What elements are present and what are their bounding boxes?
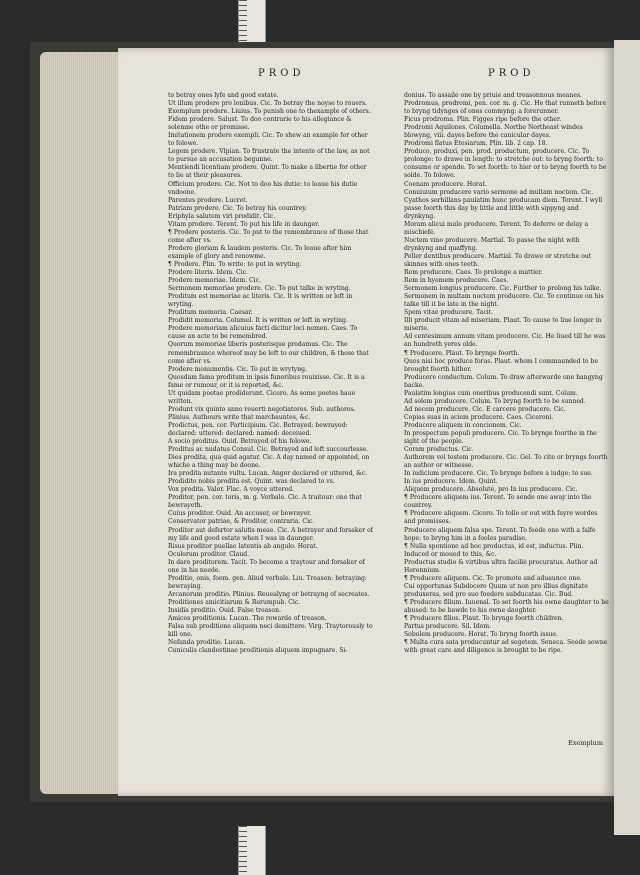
text-line: Proditiones amicitiarum & Rerumpub. Cic. [168,598,301,606]
text-line: Insidia proditio. Ouid. False treason. [168,607,281,614]
text-line: Quorum memoriae liberis posterisque prodamus. Cic. The remembraunce whereof may be left to our children, & those that come after vs. [168,341,369,365]
text-line: Authorem vel testem producere. Cic. Gel. To cite or bryngs foorth an author or witnesse. [404,454,608,470]
text-line: Prodere literis. Idem. Cic. [168,269,248,277]
text-line: Prodidit memoria. Columel. It is written or left in wryting. [168,317,348,325]
running-head-right: PROD [488,68,535,79]
text-line: Parentes prodere. Lucret. [168,196,248,204]
text-line: Amicos proditionis. Lucan. The rewarde of treason. [168,615,327,623]
text-line: Cui opportunas Subdocere Quum ut non pro illius dignitate produxeras, sed pro suo foedere subducatas. Cic. Bud. [404,582,588,598]
text-line: Nefanda proditio. Lucan. [168,639,246,647]
text-line: Officium prodere. Cic. Not to doo his dutie: to leaue his dutie vndoone. [168,180,358,196]
text-line: ¶ Producere aliquem ius. Terent. To sende one away into the countrey. [404,494,592,510]
text-line: Spem vitae producere. Tacit. [404,309,494,317]
text-line: Proditor aut defertor salutis meae. Cic. A betrayer and forsaker of my life and good estate when I was in daunger. [168,526,373,542]
text-line: ¶ Prodere. Plin. To write: to put in wryting. [168,260,302,268]
text-line: Cyathos sorbillans paulatim hunc producam diem. Terent. I wyll passe foorth this day by little and little with sippyng and drynkyng. [404,196,603,220]
text-line: Prodere memoriam alicuius facti dicitur loci nomen. Caes. To cause an acte to be remembred. [168,325,358,341]
text-line: ¶ Multa cura sata producuntur ad segetem. Seneca. Seede sowne with great care and diligence is brought to be ripe. [404,639,608,655]
text-line: Proditio, onis, foem. gen. Aliud verbale. Liu. Treason: betraying: bewraying. [168,574,367,590]
text-line: Prodere monumentis. Cic. To put in wrytyng. [168,365,307,373]
text-line: Eriphyla salutem viri prodidit. Cic. [168,212,276,220]
right-text-column [404,92,609,655]
text-line: Sermonem memoriae prodere. Cic. To put talke in wryting. [168,285,351,293]
text-line: Sobolem producere. Horat. To bryng foorth issue. [404,631,558,639]
text-line: In dare proditorem. Tacit. To become a traytour and forsaker of one in his neede. [168,558,365,574]
text-line: Proditus ac nudatus Consul. Cic. Betrayed and left succourlesse. [168,446,369,454]
text-line: Copias suas in aciem producere. Caes. Ciceroni. [404,413,554,421]
text-line: Legem prodere. Vlpian. To frustrate the intente of the law, as not to pursue an accusation begunne. [168,148,370,164]
text-line: Ad centesimum annum vitam producere. Cic. He liued till he was an hundreth yeres olde. [404,333,606,349]
text-line: ¶ Nulla spontione ad hoc productus, id est, inductus. Plin. Induced or moued to this, &c. [404,542,584,558]
text-line: Exemplum prodere. Liuius. To punish one to thexample of others. [168,108,371,116]
text-line: In prospectum populi producere. Cic. To brynge foorthe in the sight of the people. [404,429,597,446]
text-line: Sermonem longius producere. Cic. Further to prolong his talke. [404,285,602,293]
text-line: Sermonem in multam noctem producere. Cic. To continue on his talke till it be late in the night. [404,293,604,309]
text-line: Imitationem prodere exempli. Cic. To shew an example for other to folowe. [168,132,368,148]
text-line: Ut illum prodere pro lonibus. Cic. To betray the noyse to rouers. [168,100,367,108]
text-line: Coenam producere. Horat. [404,180,487,188]
text-line: Ad solem producere. Colum. To bryng foorth to be sunned. [404,397,586,405]
text-line: Producere conductum. Colum. To draw afterwarde one hangyng backe. [404,373,603,389]
text-line: Falsa sub proditione aliquem neci demittere. Virg. Traytorously to kill one. [168,623,373,639]
text-line: Prodromus, prodromi, pen. cor. m. g. Cic. He that runneth before to bryng tidynges of ones commyng: a forerunner. [404,100,607,116]
text-line: Quosdam fama proditum in ipsis funeribus reuixisse. Cic. It is a fame or rumour, or it is reported, &c. [168,373,365,389]
text-line: Fidem prodere. Salust. To doo contrarie to his allegiance & solemne othe or promisse. [168,116,352,132]
text-line: Partus producere. Sil. Idem. [404,623,492,631]
text-line: Conservator patriae, & Proditor, contraria. Cic. [168,518,315,526]
text-line: Prodromi Aquilones. Columella. Northe Northeast windes blowyng, viii. dayes before the canicular dayes. [404,124,583,140]
text-line: Illi producit vitam ad miseriam. Plaut. To cause to liue longer in miserie. [404,317,602,333]
text-line: Mentiendi licentiam prodere. Quint. To make a libertie for other to lie at their pleasures. [168,164,367,180]
running-head-left: PROD [258,68,305,79]
catchword: Exemplum [568,739,604,747]
text-line: ¶ Producere aliquem. Cicero. To tolle or out with fayre wordes and promisses. [404,510,598,526]
text-line: Proditor, pen. cor. toris, m. g. Verbale. Cic. A traitour: one that bewrayeth. [168,494,362,510]
text-line: ¶ Producere filium. Iuuenal. To set foorth his owne daughter to be abused: to be bawde to his owne daughter. [404,598,609,614]
text-line: Aliquem producere. Absolutè, pro In ius producere. Cic. [404,486,578,494]
text-line: Rem in hyemem producere. Caes. [404,277,509,285]
text-line: Ficus prodroma. Plin. Figges ripe before the other. [404,116,562,124]
text-line: ¶ Producere aliquem. Cic. To promote and aduaunce one. [404,574,582,582]
text-line: Cuius proditor. Ouid. An accuser, or bewrayer. [168,510,312,518]
text-line: Prodere gloriam & laudem posteris. Cic. To leaue after him example of glory and renowme. [168,244,352,260]
text-line: Proditum est memoriae ac literis. Cic. It is written or left in wryting. [168,293,353,309]
text-line: to betray ones lyfe and good estate. [168,92,279,99]
text-line: Arcanorum proditio. Plinius. Reuealyng or betrayng of secreates. [168,590,370,598]
text-line: Prodidito nobis prodita est. Quint. was declared to vs. [168,478,335,486]
ruler-top [238,0,266,46]
text-line: In ius producere. Idem. Quint. [404,478,498,486]
text-line: Ut quidam poetae prodiderunt. Cicero. As some poetes haue written. [168,389,356,405]
text-line: Coram productus. Cic. [404,446,474,454]
facing-page-strip [614,40,640,835]
ruler-ticks [239,0,247,46]
text-line: Noctem vino producere. Martial. To passe the night with drynkyng and quaffyng. [404,236,580,252]
text-line: ¶ Prodere posteris. Cic. To put to the remembrance of those that come after vs. [168,228,369,244]
text-line: Conuiuium producere vario sermone ad multam noctem. Cic. [404,188,594,196]
text-line: Vitam prodere. Terent. To put his life in daunger. [168,220,320,228]
text-line: Cuniculis clandestinae proditionis aliquem impugnare. Si- [168,647,348,655]
text-line: Paulatim longius cum oneribus producendi sunt. Colum. [404,389,578,397]
text-line: Produco, produxi, pen. prod. productum, producere. Cic. To prolonge: to drawe in length: to stretche out: to bryng foorth: to consume or spende. To set foorth: to hier or to bryng foorth to be solde. To folowe. [404,148,607,180]
text-line: ¶ Producere. Plaut. To brynge foorth. [404,349,520,357]
text-line: donius. To assaile one by priuie and treasonnous meanes. [404,92,583,99]
book-page [118,48,614,796]
text-line: Produnt vix quinto anno reuerti negotiatores. Sub. authores. Plinius. Authours write that marchauntes, &c. [168,405,356,421]
text-line: Patriam prodere. Cic. To betray his countrey. [168,204,307,212]
text-line: Prodictus, pen. cor. Participium. Cic. Betrayed: bewrayed: declared: uttered: declared: named: deceiued. [168,421,348,437]
text-line: ¶ Producere filios. Plaut. To brynge foorth children. [404,615,564,623]
text-line: Productus studio & virtibus ultra faciliè procuratus. Author ad Herennium. [404,558,598,574]
text-line: Risus proditor puellae latentis ab angulo. Horat. [168,542,318,550]
left-text-column [168,92,373,655]
text-line: Ira prodita nutante vultu. Lucan. Anger declared or uttered, &c. [168,470,368,478]
text-line: Prodromi flatus Etesiarum. Plin. lib. 2 cap. 18. [404,140,548,148]
text-line: Quos nisi hoc produce foras. Plaut. whom I commaunded to be brought foorth hither. [404,357,599,373]
text-line: Vox prodita. Valer. Flac. A voyce uttered. [168,486,295,494]
text-line: Dies prodita, qua quid agatur. Cic. A day named or appointed, on whiche a thing may be doone. [168,454,370,470]
text-line: Peller dentibus producere. Martial. To drawe or stretche out skinnes with ones teeth. [404,252,592,268]
text-line: Ad necem producere. Cic. E carcere producere. Cic. [404,405,566,413]
text-line: Producere aliquem in concionem. Cic. [404,421,522,429]
ruler-ticks [239,826,247,875]
ruler-bottom [238,826,266,875]
text-line: Oculorum proditor. Claud. [168,550,250,558]
text-line: In iudicium producere. Cic. To brynge before a iudge: to sue. [404,470,593,478]
text-line: Moram alicui malo producere. Terent. To deferre or delay a mischiefe. [404,220,589,236]
text-line: Rem producere. Caes. To prolonge a mattier. [404,269,543,277]
text-line: Producere aliquem falsa spe. Terent. To feede one with a falfe hope: to bryng him in a fooles paradise. [404,526,596,542]
text-line: A socio proditus. Ouid. Betrayed of his felowe. [168,438,312,446]
page-edges [40,52,130,794]
text-line: Prodere memoriae. Idem. Cic. [168,277,261,285]
text-line: Proditum memoria. Caesar. [168,309,253,317]
